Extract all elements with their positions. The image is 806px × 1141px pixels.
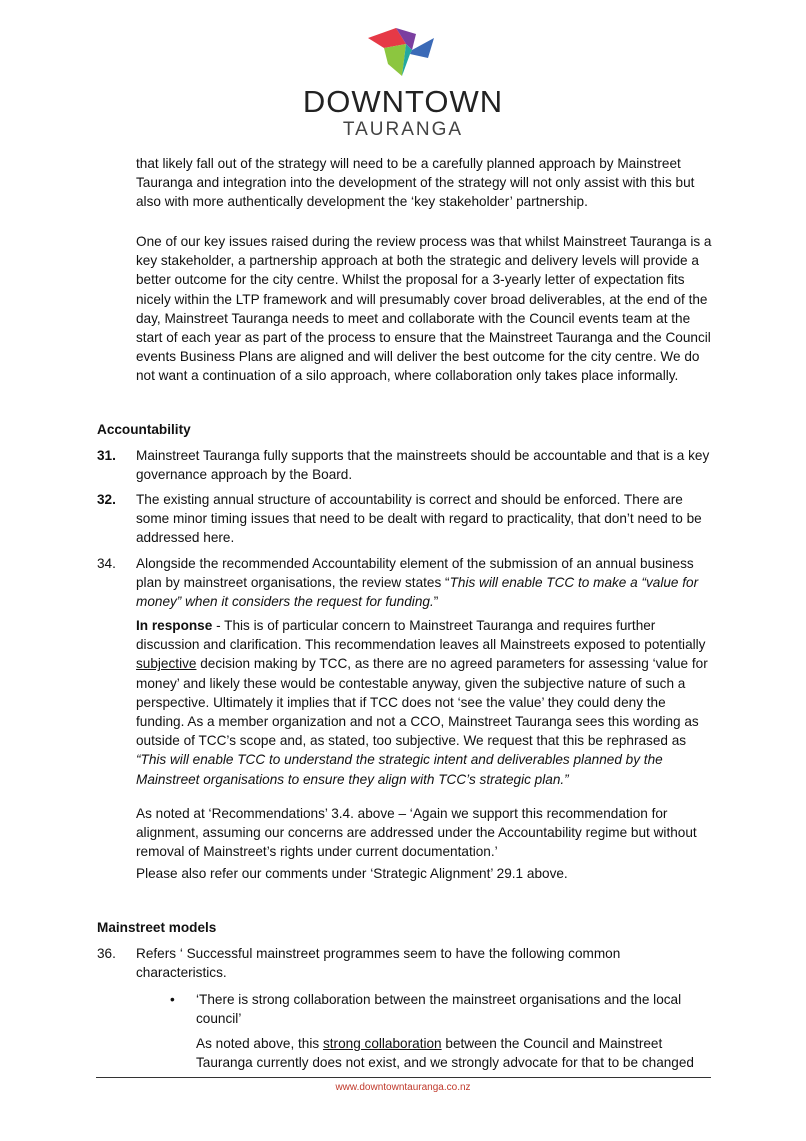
paragraph-please-refer: Please also refer our comments under ‘Strategic Alignment’ 29.1 above. xyxy=(136,866,568,881)
item-34-quote: This will enable TCC to make a “value for money” when it considers the request for funding. xyxy=(136,575,699,610)
item-34-text-b: ” xyxy=(433,594,439,610)
bullet-note xyxy=(196,1034,708,1072)
footer-url[interactable]: www.downtowntauranga.co.nz xyxy=(335,1082,471,1093)
bullet-mark: • xyxy=(170,992,175,1007)
bullet-note-text-1: As noted above, this xyxy=(196,1036,323,1051)
paragraph-in-response xyxy=(136,616,714,789)
paragraph-strategy-continued: that likely fall out of the strategy will need to be a carefully planned approach by Mainstreet Tauranga and integration into the development of the strategy will not only assist with this but also with more authentically development the ‘key stakeholder’ partnership. xyxy=(136,156,695,210)
paragraph-key-issues: One of our key issues raised during the review process was that whilst Mainstreet Tauranga is a key stakeholder, a partnership approach at both the strategic and delivery levels will provide a better outcome for the city centre. Whilst the proposal for a 3-yearly letter of expectation fits nicely within the LTP framework and will presumably cover broad deliverables, at the end of the day, Mainstreet Tauranga needs to meet and collaborate with the Council events team at the start of each year as part of the process to ensure that the Mainstreet Tauranga and the Council events Business Plans are aligned and will deliver the best outcome for the city centre. We do not want a continuation of a silo approach, where collaboration only takes place informally. xyxy=(136,234,712,384)
bullet-text: ‘There is strong collaboration between the mainstreet organisations and the local council’ xyxy=(196,992,682,1027)
heading-mainstreet-models: Mainstreet models xyxy=(97,920,217,935)
item-number-34: 34. xyxy=(97,556,116,571)
bullet-note-underlined: strong collaboration xyxy=(322,1036,442,1051)
item-34-text-a: Alongside the recommended Accountability element of the submission of an annual business plan by mainstreet organisations, the review states “ xyxy=(136,556,694,591)
item-31-text: Mainstreet Tauranga fully supports that the mainstreets should be accountable and that is a key governance approach by the Board. xyxy=(136,448,710,483)
logo-mark-icon xyxy=(368,24,438,80)
item-36-text: Refers ‘ Successful mainstreet programmes seem to have the following common characteristics. xyxy=(136,946,621,981)
footer-divider xyxy=(96,1077,711,1078)
response-requested-wording: “This will enable TCC to understand the strategic intent and deliverables planned by the Mainstreet organisations to ensure they align with TCC’s strategic plan.” xyxy=(136,752,663,787)
logo-subtitle: TAURANGA xyxy=(342,119,464,140)
item-34-text xyxy=(136,554,714,612)
bullet-note-text-2: between the Council and Mainstreet Tauranga currently does not exist, and we strongly advocate for that to be changed xyxy=(196,1036,694,1071)
item-number-31: 31. xyxy=(97,448,116,463)
logo-wordmark: DOWNTOWN xyxy=(302,84,504,119)
item-number-32: 32. xyxy=(97,492,116,507)
item-32-text: The existing annual structure of accountability is correct and should be enforced. There are some minor timing issues that need to be dealt with regard to practicality, that don’t need to be addressed here. xyxy=(136,492,702,546)
paragraph-as-noted: As noted at ‘Recommendations’ 3.4. above – ‘Again we support this recommendation for alignment, assuming our concerns are addressed under the Accountability regime but without removal of Mainstreet’s rights under current documentation.’ xyxy=(136,806,697,860)
downtown-tauranga-logo xyxy=(296,24,510,140)
heading-accountability: Accountability xyxy=(97,422,191,437)
response-text-1: - This is of particular concern to Mainstreet Tauranga and requires further discussion and clarification. This recommendation leaves all Mainstreets exposed to potentially xyxy=(136,618,706,653)
item-number-36: 36. xyxy=(97,946,116,961)
response-underlined: subjective xyxy=(136,656,197,672)
response-text-2: decision making by TCC, as there are no agreed parameters for assessing ‘value for money’ and likely these would be contestable anyway, given the subjective nature of such a perspective. Ultimately it implies that if TCC does not ‘see the value’ they could deny the funding. As a member organization and not a CCO, Mainstreet Tauranga sees this wording as outside of TCC’s scope and, as stated, too subjective. We request that this be rephrased as xyxy=(136,656,708,749)
in-response-label: In response xyxy=(136,618,213,633)
